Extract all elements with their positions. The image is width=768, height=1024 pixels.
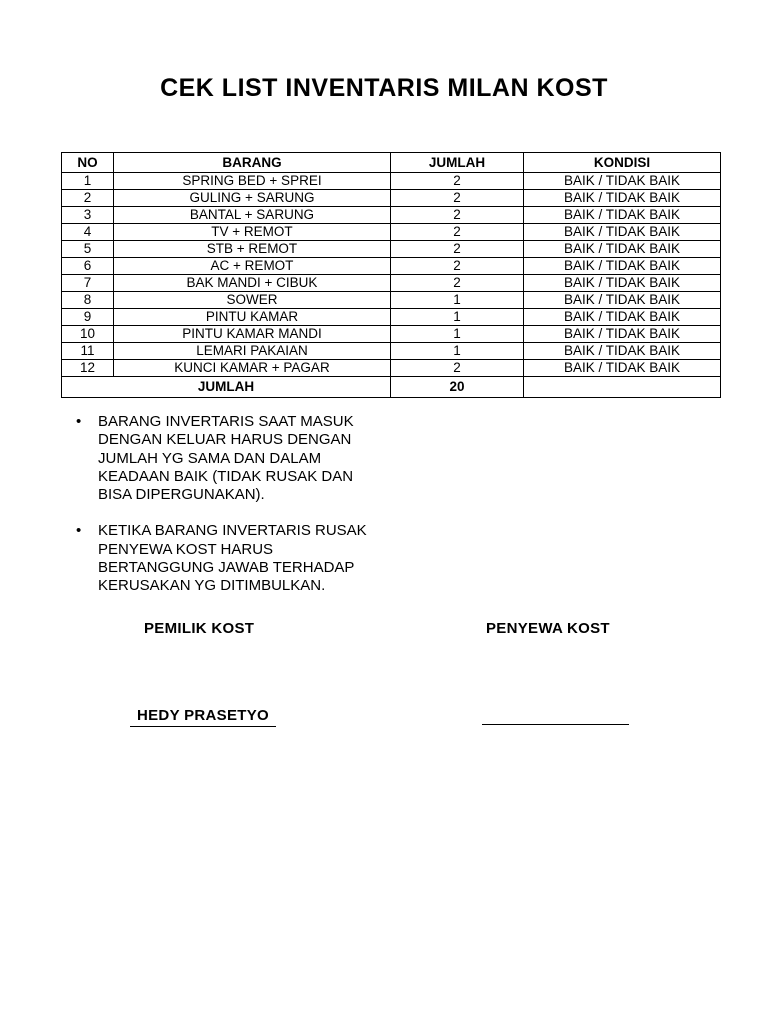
table-row <box>62 241 721 258</box>
column-header-no: NO <box>62 153 114 173</box>
cell-no: 11 <box>62 343 114 360</box>
cell-jumlah: 1 <box>391 343 524 360</box>
total-value: 20 <box>391 377 524 398</box>
cell-jumlah: 2 <box>391 258 524 275</box>
tenant-signature-line <box>482 724 629 725</box>
note-text: KETIKA BARANG INVERTARIS RUSAK PENYEWA KOST HARUS BERTANGGUNG JAWAB TERHADAP KERUSAKAN YG DITIMBULKAN. <box>98 522 367 595</box>
total-empty-cell <box>524 377 721 398</box>
page-title: CEK LIST INVENTARIS MILAN KOST <box>160 74 608 102</box>
inventory-table <box>61 152 721 398</box>
notes-list <box>76 413 376 614</box>
cell-kondisi: BAIK / TIDAK BAIK <box>524 343 721 360</box>
cell-no: 1 <box>62 173 114 190</box>
table-row <box>62 224 721 241</box>
table-row <box>62 343 721 360</box>
table-row <box>62 326 721 343</box>
cell-no: 6 <box>62 258 114 275</box>
cell-no: 3 <box>62 207 114 224</box>
cell-barang: PINTU KAMAR MANDI <box>114 326 391 343</box>
cell-jumlah: 2 <box>391 241 524 258</box>
cell-jumlah: 1 <box>391 309 524 326</box>
cell-barang: SPRING BED + SPREI <box>114 173 391 190</box>
bullet-icon: • <box>76 413 82 430</box>
cell-no: 5 <box>62 241 114 258</box>
cell-kondisi: BAIK / TIDAK BAIK <box>524 207 721 224</box>
table-row <box>62 309 721 326</box>
total-row <box>62 377 721 398</box>
tenant-signature-label: PENYEWA KOST <box>486 620 610 637</box>
cell-barang: PINTU KAMAR <box>114 309 391 326</box>
cell-kondisi: BAIK / TIDAK BAIK <box>524 190 721 207</box>
cell-jumlah: 2 <box>391 207 524 224</box>
cell-no: 7 <box>62 275 114 292</box>
cell-no: 2 <box>62 190 114 207</box>
table-row <box>62 258 721 275</box>
cell-barang: GULING + SARUNG <box>114 190 391 207</box>
cell-barang: AC + REMOT <box>114 258 391 275</box>
cell-kondisi: BAIK / TIDAK BAIK <box>524 275 721 292</box>
cell-jumlah: 2 <box>391 224 524 241</box>
cell-kondisi: BAIK / TIDAK BAIK <box>524 326 721 343</box>
cell-jumlah: 1 <box>391 292 524 309</box>
cell-no: 9 <box>62 309 114 326</box>
column-header-jumlah: JUMLAH <box>391 153 524 173</box>
cell-no: 4 <box>62 224 114 241</box>
owner-signature-label: PEMILIK KOST <box>144 620 255 637</box>
total-label: JUMLAH <box>62 377 391 398</box>
cell-barang: SOWER <box>114 292 391 309</box>
column-header-kondisi: KONDISI <box>524 153 721 173</box>
cell-barang: LEMARI PAKAIAN <box>114 343 391 360</box>
cell-kondisi: BAIK / TIDAK BAIK <box>524 173 721 190</box>
table-header-row <box>62 153 721 173</box>
table-row <box>62 360 721 377</box>
cell-kondisi: BAIK / TIDAK BAIK <box>524 224 721 241</box>
column-header-barang: BARANG <box>114 153 391 173</box>
note-text: BARANG INVERTARIS SAAT MASUK DENGAN KELUAR HARUS DENGAN JUMLAH YG SAMA DAN DALAM KEADAAN BAIK (TIDAK RUSAK DAN BISA DIPERGUNAKAN). <box>98 413 354 504</box>
table-row <box>62 190 721 207</box>
cell-kondisi: BAIK / TIDAK BAIK <box>524 241 721 258</box>
cell-barang: STB + REMOT <box>114 241 391 258</box>
cell-kondisi: BAIK / TIDAK BAIK <box>524 309 721 326</box>
owner-signature-name: HEDY PRASETYO <box>130 707 276 727</box>
table-row <box>62 275 721 292</box>
cell-kondisi: BAIK / TIDAK BAIK <box>524 292 721 309</box>
cell-jumlah: 2 <box>391 173 524 190</box>
cell-kondisi: BAIK / TIDAK BAIK <box>524 258 721 275</box>
cell-jumlah: 2 <box>391 190 524 207</box>
cell-no: 12 <box>62 360 114 377</box>
table-row <box>62 207 721 224</box>
note-item <box>76 522 376 595</box>
table-row <box>62 173 721 190</box>
cell-kondisi: BAIK / TIDAK BAIK <box>524 360 721 377</box>
cell-jumlah: 2 <box>391 275 524 292</box>
cell-no: 8 <box>62 292 114 309</box>
bullet-icon: • <box>76 522 82 540</box>
cell-barang: BAK MANDI + CIBUK <box>114 275 391 292</box>
cell-barang: BANTAL + SARUNG <box>114 207 391 224</box>
table-row <box>62 292 721 309</box>
cell-barang: TV + REMOT <box>114 224 391 241</box>
note-item <box>76 413 376 504</box>
cell-barang: KUNCI KAMAR + PAGAR <box>114 360 391 377</box>
cell-jumlah: 2 <box>391 360 524 377</box>
cell-no: 10 <box>62 326 114 343</box>
cell-jumlah: 1 <box>391 326 524 343</box>
